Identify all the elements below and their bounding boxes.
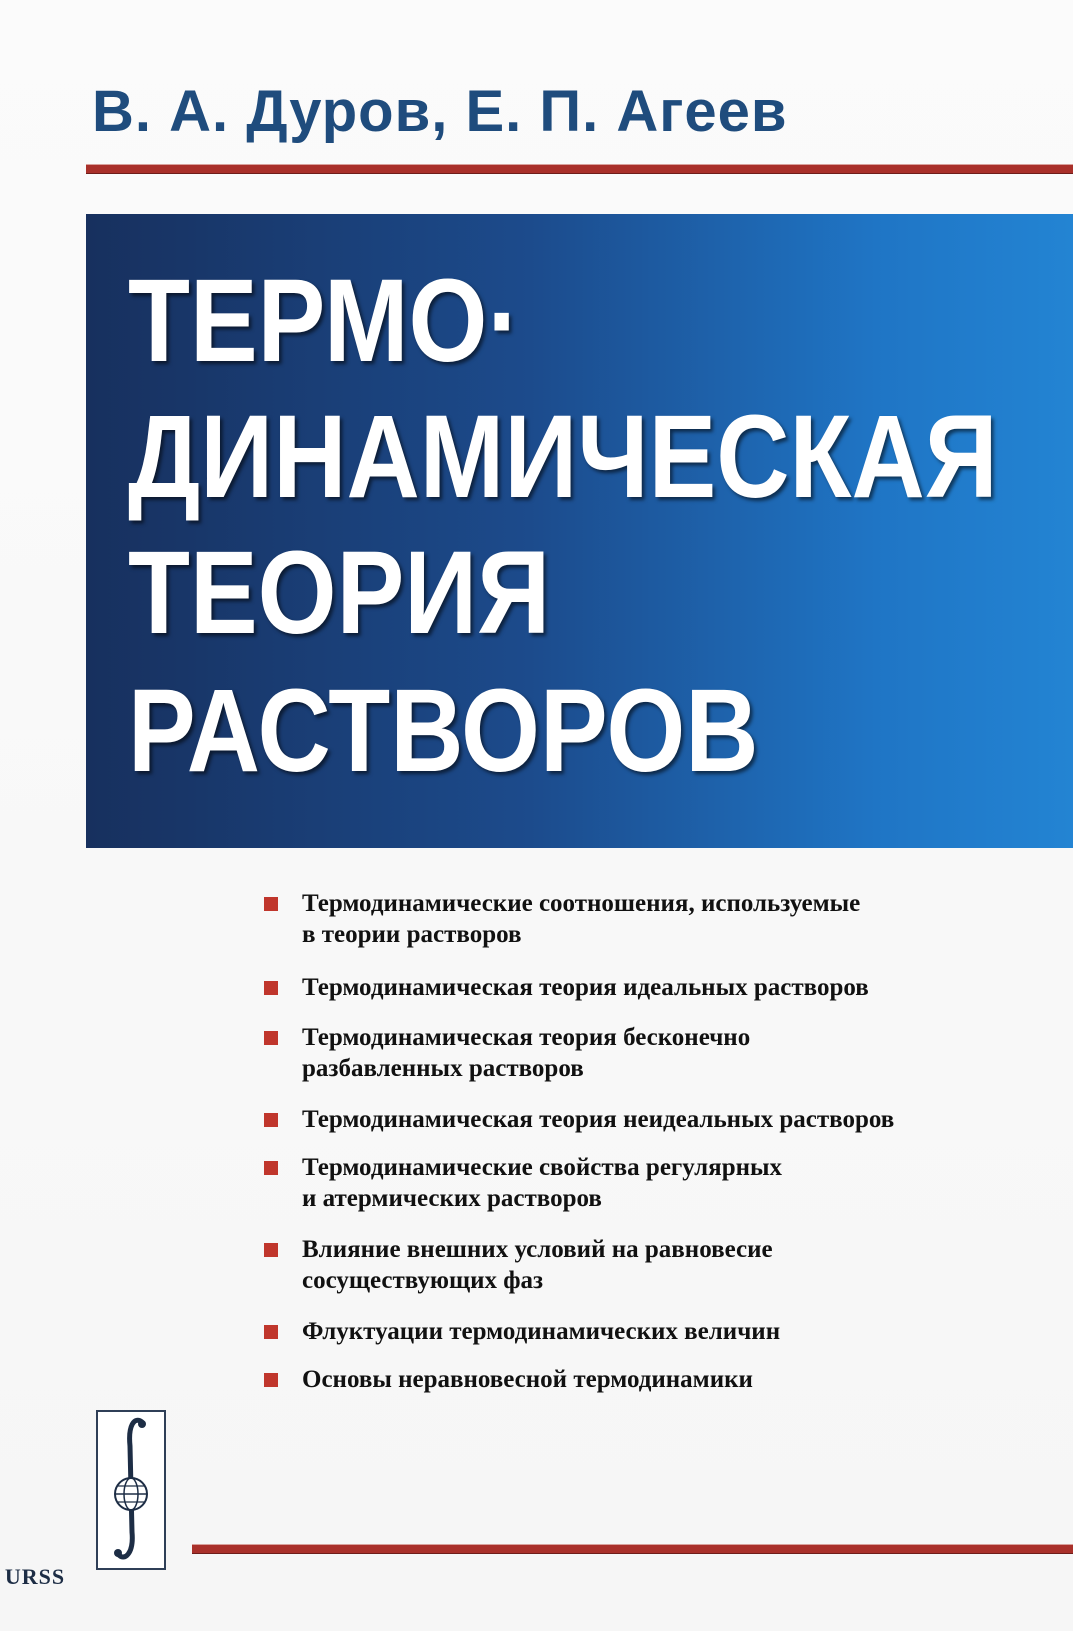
square-bullet-icon <box>264 1113 278 1127</box>
square-bullet-icon <box>264 1031 278 1045</box>
topic-line: Основы неравновесной термодинамики <box>302 1366 753 1393</box>
topic-line: сосуществующих фаз <box>302 1267 544 1294</box>
square-bullet-icon <box>264 1373 278 1387</box>
topic-line: Термодинамическая теория неидеальных растворов <box>302 1106 895 1133</box>
title-line-1: ТЕРМО· <box>128 255 522 387</box>
square-bullet-icon <box>264 1161 278 1175</box>
book-authors: В. А. Дуров, Е. П. Агеев <box>92 79 788 144</box>
topic-line: Термодинамические свойства регулярных <box>302 1154 783 1181</box>
topic-line: и атермических растворов <box>302 1185 602 1212</box>
square-bullet-icon <box>264 1325 278 1339</box>
square-bullet-icon <box>264 981 278 995</box>
top-divider <box>86 164 1073 174</box>
bottom-divider <box>192 1544 1073 1554</box>
topic-line: в теории растворов <box>302 921 522 948</box>
square-bullet-icon <box>264 897 278 911</box>
topic-line: разбавленных растворов <box>302 1055 584 1082</box>
title-line-3: ТЕОРИЯ <box>128 527 551 659</box>
publisher-logo <box>96 1410 166 1594</box>
topic-line: Влияние внешних условий на равновесие <box>302 1236 773 1263</box>
title-line-2: ДИНАМИЧЕСКАЯ <box>128 391 998 523</box>
square-bullet-icon <box>264 1243 278 1257</box>
topic-line: Термодинамические соотношения, используемые <box>302 890 861 917</box>
publisher-name: URSS <box>4 1564 66 1589</box>
topic-line: Термодинамическая теория идеальных растворов <box>302 974 869 1001</box>
integral-globe-icon <box>98 1412 164 1568</box>
topic-line: Термодинамическая теория бесконечно <box>302 1024 751 1051</box>
logo-frame <box>96 1410 166 1570</box>
topic-line: Флуктуации термодинамических величин <box>302 1318 781 1345</box>
title-line-4: РАСТВОРОВ <box>128 665 759 797</box>
